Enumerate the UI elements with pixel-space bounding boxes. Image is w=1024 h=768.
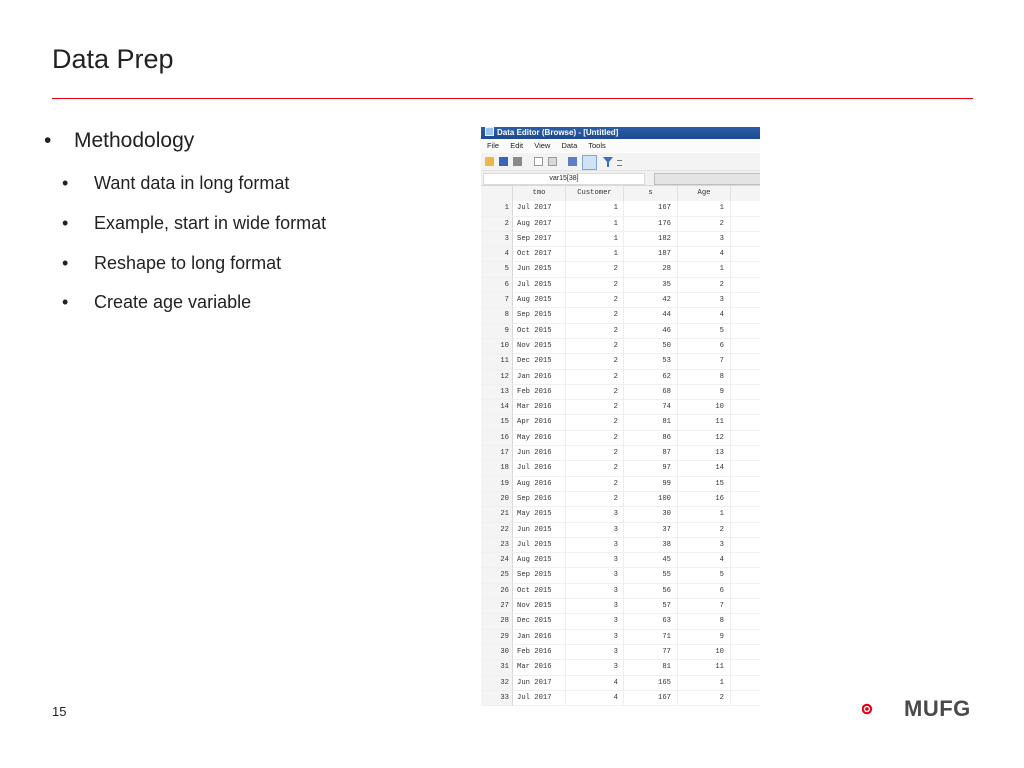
table-cell[interactable]: 10: [678, 400, 731, 415]
table-cell[interactable]: 8: [678, 370, 731, 385]
table-cell[interactable]: 3: [566, 645, 624, 660]
table-cell[interactable]: 5: [678, 324, 731, 339]
row-index: 30: [481, 645, 513, 660]
table-cell[interactable]: 7: [678, 354, 731, 369]
table-cell[interactable]: 3: [678, 232, 731, 247]
empty-cell: [731, 385, 760, 400]
table-cell[interactable]: 165: [624, 676, 678, 691]
table-cell[interactable]: 3: [566, 568, 624, 583]
table-row[interactable]: [481, 415, 760, 430]
row-index: 12: [481, 370, 513, 385]
table-cell[interactable]: 187: [624, 247, 678, 262]
table-cell[interactable]: 81: [624, 415, 678, 430]
table-row[interactable]: [481, 461, 760, 476]
table-cell[interactable]: 1: [566, 217, 624, 232]
row-index: 18: [481, 461, 513, 476]
empty-cell: [731, 446, 760, 461]
table-cell[interactable]: 68: [624, 385, 678, 400]
column-header[interactable]: tmo: [513, 186, 566, 201]
table-cell[interactable]: 2: [566, 354, 624, 369]
table-cell[interactable]: 2: [566, 385, 624, 400]
menu-edit[interactable]: Edit: [510, 141, 524, 150]
empty-cell: [731, 431, 760, 446]
mufg-logo-icon: [862, 695, 902, 723]
table-cell[interactable]: 2: [566, 370, 624, 385]
sub-bullet-text: Reshape to long format: [94, 253, 282, 273]
table-row[interactable]: [481, 599, 760, 614]
stata-app-icon: [485, 127, 494, 136]
table-cell[interactable]: 37: [624, 523, 678, 538]
paste-icon[interactable]: [548, 157, 557, 166]
table-row[interactable]: [481, 568, 760, 583]
table-cell[interactable]: Jun 2015: [513, 523, 566, 538]
table-cell[interactable]: 3: [566, 614, 624, 629]
table-cell[interactable]: 2: [678, 523, 731, 538]
table-row[interactable]: [481, 676, 760, 691]
table-row[interactable]: [481, 308, 760, 323]
table-row[interactable]: [481, 324, 760, 339]
table-cell[interactable]: Sep 2015: [513, 308, 566, 323]
editor-toolbar: [481, 153, 760, 171]
table-cell[interactable]: 9: [678, 385, 731, 400]
table-cell[interactable]: Jan 2016: [513, 370, 566, 385]
empty-cell: [731, 354, 760, 369]
column-header[interactable]: s: [624, 186, 678, 201]
table-cell[interactable]: 99: [624, 477, 678, 492]
table-cell[interactable]: 3: [678, 293, 731, 308]
bullet-text: Methodology: [74, 129, 195, 152]
table-cell[interactable]: 2: [566, 400, 624, 415]
table-cell[interactable]: 11: [678, 660, 731, 675]
table-cell[interactable]: 2: [566, 431, 624, 446]
table-cell[interactable]: Dec 2015: [513, 614, 566, 629]
table-cell[interactable]: 1: [678, 262, 731, 277]
table-cell[interactable]: 3: [566, 660, 624, 675]
table-row[interactable]: [481, 232, 760, 247]
toolbar-overflow-icon[interactable]: [617, 160, 622, 166]
table-cell[interactable]: 3: [566, 553, 624, 568]
table-cell[interactable]: Apr 2016: [513, 415, 566, 430]
table-row[interactable]: [481, 431, 760, 446]
empty-cell: [731, 278, 760, 293]
table-cell[interactable]: 63: [624, 614, 678, 629]
table-cell[interactable]: Dec 2015: [513, 354, 566, 369]
column-header[interactable]: Customer: [566, 186, 624, 201]
row-index: 31: [481, 660, 513, 675]
table-cell[interactable]: 6: [678, 339, 731, 354]
row-index: 20: [481, 492, 513, 507]
table-cell[interactable]: 1: [566, 201, 624, 216]
empty-cell: [731, 461, 760, 476]
table-cell[interactable]: 45: [624, 553, 678, 568]
open-folder-icon[interactable]: [485, 157, 494, 166]
sub-bullet-1: [62, 173, 289, 194]
table-row[interactable]: [481, 370, 760, 385]
slide-title: Data Prep: [52, 44, 174, 74]
table-cell[interactable]: Jul 2015: [513, 278, 566, 293]
table-cell[interactable]: Oct 2017: [513, 247, 566, 262]
table-cell[interactable]: Aug 2017: [513, 217, 566, 232]
table-cell[interactable]: 46: [624, 324, 678, 339]
empty-cell: [731, 201, 760, 216]
bullet-dot-icon: •: [62, 173, 69, 193]
table-row[interactable]: [481, 446, 760, 461]
row-index: 14: [481, 400, 513, 415]
row-index: 29: [481, 630, 513, 645]
table-cell[interactable]: 16: [678, 492, 731, 507]
sub-bullet-text: Example, start in wide format: [94, 213, 327, 233]
table-cell[interactable]: 3: [566, 584, 624, 599]
table-row[interactable]: [481, 553, 760, 568]
table-cell[interactable]: 2: [566, 415, 624, 430]
row-index: 27: [481, 599, 513, 614]
row-index: 4: [481, 247, 513, 262]
empty-cell: [731, 614, 760, 629]
logo-text: MUFG: [904, 696, 971, 721]
bullet-dot-icon: •: [62, 213, 69, 233]
table-cell[interactable]: Jan 2016: [513, 630, 566, 645]
table-cell[interactable]: 2: [678, 217, 731, 232]
table-cell[interactable]: 30: [624, 507, 678, 522]
empty-cell: [731, 492, 760, 507]
cell-reference-bar: [481, 171, 760, 186]
empty-cell: [731, 415, 760, 430]
print-icon[interactable]: [513, 157, 522, 166]
table-row[interactable]: [481, 293, 760, 308]
table-cell[interactable]: 71: [624, 630, 678, 645]
table-cell[interactable]: Aug 2015: [513, 293, 566, 308]
table-cell[interactable]: Sep 2015: [513, 568, 566, 583]
table-row[interactable]: [481, 645, 760, 660]
table-cell[interactable]: 44: [624, 308, 678, 323]
table-cell[interactable]: 1: [566, 232, 624, 247]
table-cell[interactable]: 74: [624, 400, 678, 415]
empty-cell: [731, 538, 760, 553]
table-cell[interactable]: 2: [566, 308, 624, 323]
table-row[interactable]: [481, 247, 760, 262]
table-cell[interactable]: 3: [566, 599, 624, 614]
table-cell[interactable]: Nov 2015: [513, 599, 566, 614]
row-index: 19: [481, 477, 513, 492]
table-cell[interactable]: Mar 2016: [513, 660, 566, 675]
table-cell[interactable]: 87: [624, 446, 678, 461]
empty-cell: [731, 691, 760, 706]
empty-cell: [731, 599, 760, 614]
table-cell[interactable]: 4: [566, 691, 624, 706]
empty-cell: [731, 477, 760, 492]
empty-cell: [731, 370, 760, 385]
menu-view[interactable]: View: [534, 141, 551, 150]
table-cell[interactable]: 56: [624, 584, 678, 599]
empty-cell: [731, 553, 760, 568]
save-icon[interactable]: [499, 157, 508, 166]
empty-cell: [731, 308, 760, 323]
empty-cell: [731, 676, 760, 691]
empty-cell: [731, 247, 760, 262]
empty-cell: [731, 324, 760, 339]
table-cell[interactable]: 12: [678, 431, 731, 446]
table-cell[interactable]: 2: [566, 492, 624, 507]
empty-cell: [731, 584, 760, 599]
sub-bullet-3: [62, 253, 281, 274]
table-cell[interactable]: Jul 2017: [513, 201, 566, 216]
row-index: 25: [481, 568, 513, 583]
editor-menubar: [481, 139, 760, 153]
sub-bullet-4: [62, 292, 251, 313]
table-cell[interactable]: 2: [566, 446, 624, 461]
empty-cell: [731, 645, 760, 660]
table-cell[interactable]: 1: [678, 201, 731, 216]
cell-reference: var15[38]: [483, 173, 645, 185]
table-row[interactable]: [481, 660, 760, 675]
table-row[interactable]: [481, 354, 760, 369]
empty-cell: [731, 293, 760, 308]
table-row[interactable]: [481, 492, 760, 507]
table-row[interactable]: [481, 691, 760, 706]
table-cell[interactable]: Oct 2015: [513, 584, 566, 599]
table-cell[interactable]: 10: [678, 645, 731, 660]
table-cell[interactable]: 7: [678, 599, 731, 614]
table-cell[interactable]: Jul 2016: [513, 461, 566, 476]
table-cell[interactable]: 4: [678, 247, 731, 262]
row-index: 22: [481, 523, 513, 538]
table-cell[interactable]: 3: [566, 538, 624, 553]
copy-icon[interactable]: [534, 157, 543, 166]
table-cell[interactable]: 2: [566, 324, 624, 339]
empty-cell: [731, 630, 760, 645]
table-cell[interactable]: 15: [678, 477, 731, 492]
table-cell[interactable]: 86: [624, 431, 678, 446]
row-index: 26: [481, 584, 513, 599]
bullet-dot-icon: •: [62, 253, 69, 273]
row-index: 9: [481, 324, 513, 339]
empty-cell: [731, 339, 760, 354]
table-cell[interactable]: Mar 2016: [513, 400, 566, 415]
column-header[interactable]: Age: [678, 186, 731, 201]
table-cell[interactable]: May 2015: [513, 507, 566, 522]
menu-tools[interactable]: Tools: [588, 141, 606, 150]
table-cell[interactable]: Jul 2015: [513, 538, 566, 553]
table-cell[interactable]: 97: [624, 461, 678, 476]
table-row[interactable]: [481, 538, 760, 553]
table-cell[interactable]: 182: [624, 232, 678, 247]
bullet-dot-icon: •: [44, 129, 52, 152]
row-index: 32: [481, 676, 513, 691]
table-cell[interactable]: 4: [678, 308, 731, 323]
table-cell[interactable]: 3: [566, 523, 624, 538]
row-index-header: [481, 186, 513, 201]
row-index: 21: [481, 507, 513, 522]
table-cell[interactable]: 3: [566, 507, 624, 522]
table-cell[interactable]: 1: [566, 247, 624, 262]
table-cell[interactable]: 11: [678, 415, 731, 430]
menu-data[interactable]: Data: [561, 141, 578, 150]
table-cell[interactable]: 100: [624, 492, 678, 507]
table-cell[interactable]: Feb 2016: [513, 385, 566, 400]
table-cell[interactable]: Jun 2016: [513, 446, 566, 461]
table-row[interactable]: [481, 400, 760, 415]
editor-titlebar: [481, 127, 760, 139]
row-index: 11: [481, 354, 513, 369]
table-cell[interactable]: 38: [624, 538, 678, 553]
table-cell[interactable]: 176: [624, 217, 678, 232]
table-row[interactable]: [481, 614, 760, 629]
table-cell[interactable]: Jun 2015: [513, 262, 566, 277]
row-index: 23: [481, 538, 513, 553]
empty-cell: [731, 568, 760, 583]
table-cell[interactable]: Jul 2017: [513, 691, 566, 706]
bullet-dot-icon: •: [62, 292, 69, 312]
page-number: 15: [52, 704, 67, 719]
empty-cell: [731, 523, 760, 538]
row-index: 17: [481, 446, 513, 461]
table-row[interactable]: [481, 278, 760, 293]
sub-bullet-text: Create age variable: [94, 292, 252, 312]
table-cell[interactable]: 57: [624, 599, 678, 614]
table-row[interactable]: [481, 262, 760, 277]
editor-window-title: Data Editor (Browse) - [Untitled]: [497, 128, 619, 137]
row-index: 33: [481, 691, 513, 706]
table-cell[interactable]: 81: [624, 660, 678, 675]
table-row[interactable]: [481, 507, 760, 522]
table-cell[interactable]: 53: [624, 354, 678, 369]
table-cell[interactable]: 4: [566, 676, 624, 691]
table-cell[interactable]: 2: [566, 278, 624, 293]
table-cell[interactable]: 42: [624, 293, 678, 308]
table-cell[interactable]: 55: [624, 568, 678, 583]
empty-cell: [731, 262, 760, 277]
table-cell[interactable]: 77: [624, 645, 678, 660]
row-index: 28: [481, 614, 513, 629]
table-cell[interactable]: May 2016: [513, 431, 566, 446]
filter-icon[interactable]: [603, 157, 613, 167]
table-cell[interactable]: Nov 2015: [513, 339, 566, 354]
properties-icon[interactable]: [582, 155, 597, 170]
table-cell[interactable]: Sep 2016: [513, 492, 566, 507]
table-row[interactable]: [481, 630, 760, 645]
row-index: 10: [481, 339, 513, 354]
row-index: 5: [481, 262, 513, 277]
table-cell[interactable]: 2: [566, 477, 624, 492]
row-index: 13: [481, 385, 513, 400]
table-cell[interactable]: 14: [678, 461, 731, 476]
table-row[interactable]: [481, 477, 760, 492]
table-cell[interactable]: 2: [566, 461, 624, 476]
sub-bullet-2: [62, 213, 326, 234]
table-cell[interactable]: 1: [678, 676, 731, 691]
table-cell[interactable]: 50: [624, 339, 678, 354]
empty-cell: [731, 217, 760, 232]
row-index: 16: [481, 431, 513, 446]
table-row[interactable]: [481, 339, 760, 354]
table-cell[interactable]: 28: [624, 262, 678, 277]
table-cell[interactable]: Feb 2016: [513, 645, 566, 660]
table-cell[interactable]: 3: [566, 630, 624, 645]
grid-header: [481, 186, 760, 201]
table-row[interactable]: [481, 201, 760, 216]
table-cell[interactable]: Aug 2016: [513, 477, 566, 492]
empty-cell: [731, 507, 760, 522]
table-cell[interactable]: 2: [566, 339, 624, 354]
table-cell[interactable]: 6: [678, 584, 731, 599]
table-cell[interactable]: 13: [678, 446, 731, 461]
table-cell[interactable]: 167: [624, 201, 678, 216]
table-cell[interactable]: 2: [566, 262, 624, 277]
table-row[interactable]: [481, 217, 760, 232]
menu-file[interactable]: File: [487, 141, 500, 150]
empty-column: [731, 186, 760, 201]
row-index: 7: [481, 293, 513, 308]
variables-manager-icon[interactable]: [568, 157, 577, 166]
table-cell[interactable]: 8: [678, 614, 731, 629]
table-cell[interactable]: 167: [624, 691, 678, 706]
row-index: 8: [481, 308, 513, 323]
table-cell[interactable]: Jun 2017: [513, 676, 566, 691]
table-cell[interactable]: Sep 2017: [513, 232, 566, 247]
table-cell[interactable]: 2: [678, 278, 731, 293]
row-index: 2: [481, 217, 513, 232]
table-row[interactable]: [481, 385, 760, 400]
title-rule: [52, 98, 973, 99]
table-cell[interactable]: 5: [678, 568, 731, 583]
sub-bullet-text: Want data in long format: [94, 173, 290, 193]
row-index: 24: [481, 553, 513, 568]
empty-cell: [731, 660, 760, 675]
data-editor-screenshot: [481, 127, 760, 712]
row-index: 6: [481, 278, 513, 293]
bullet-methodology: [44, 129, 194, 153]
table-cell[interactable]: 1: [678, 507, 731, 522]
table-cell[interactable]: 2: [566, 293, 624, 308]
cell-value-input[interactable]: [654, 173, 760, 185]
table-cell[interactable]: 62: [624, 370, 678, 385]
table-row[interactable]: [481, 523, 760, 538]
table-cell[interactable]: 4: [678, 553, 731, 568]
table-cell[interactable]: 3: [678, 538, 731, 553]
table-cell[interactable]: 35: [624, 278, 678, 293]
row-index: 3: [481, 232, 513, 247]
table-cell[interactable]: 9: [678, 630, 731, 645]
row-index: 15: [481, 415, 513, 430]
empty-cell: [731, 400, 760, 415]
row-index: 1: [481, 201, 513, 216]
empty-cell: [731, 232, 760, 247]
data-grid: [481, 186, 760, 706]
table-cell[interactable]: Oct 2015: [513, 324, 566, 339]
table-row[interactable]: [481, 584, 760, 599]
table-cell[interactable]: 2: [678, 691, 731, 706]
table-cell[interactable]: Aug 2015: [513, 553, 566, 568]
